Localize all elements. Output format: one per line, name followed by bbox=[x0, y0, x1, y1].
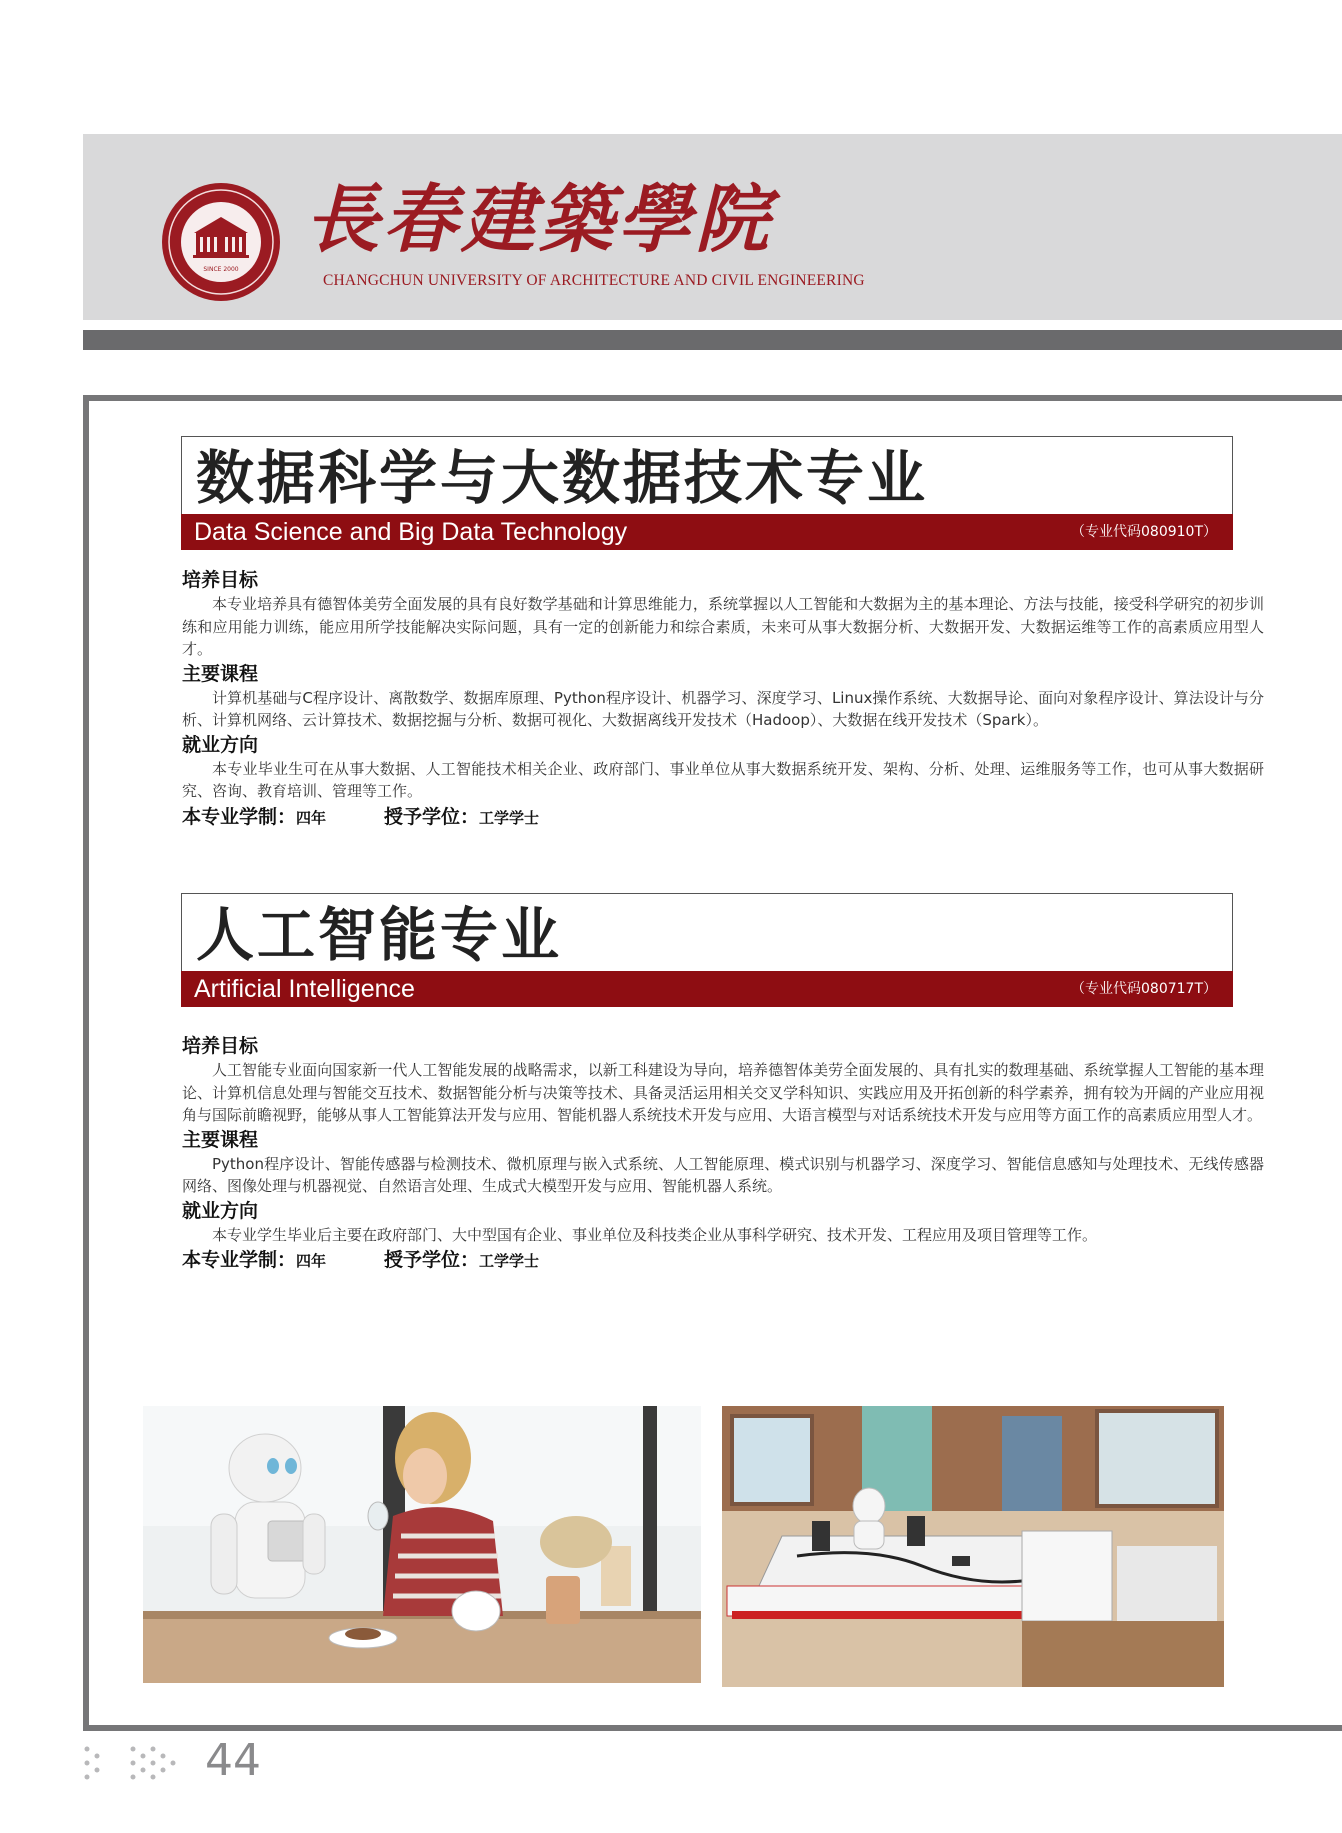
goal-text: 本专业培养具有德智体美劳全面发展的具有良好数学基础和计算思维能力，系统掌握以人工智能和大数据为主的基本理论、方法与技能，接受科学研究的初步训练和应用能力训练，能应用所学技能解决实际问题，具有一定的创新能力和综合素质，未来可从事大数据分析、大数据开发、大数据运维等工作的高素质应用型人才。 bbox=[182, 595, 1264, 658]
major-title-cn: 数据科学与大数据技术专业 bbox=[196, 444, 929, 512]
degree-label: 授予学位： bbox=[384, 805, 480, 828]
major-code: （专业代码080717T） bbox=[1071, 981, 1217, 997]
meta-line bbox=[182, 1246, 1264, 1275]
major-code: （专业代码080910T） bbox=[1071, 524, 1217, 540]
major-details bbox=[182, 1033, 1264, 1275]
page-number: 44 bbox=[205, 1735, 261, 1786]
major-title-ribbon bbox=[181, 514, 1233, 550]
duration-label: 本专业学制： bbox=[182, 805, 297, 828]
career-heading: 就业方向 bbox=[182, 733, 259, 756]
degree-label: 授予学位： bbox=[384, 1249, 480, 1271]
course-text: 计算机基础与C程序设计、离散数学、数据库原理、Python程序设计、机器学习、深度学习、Linux操作系统、大数据导论、面向对象程序设计、算法设计与分析、计算机网络、云计算技术、数据挖掘与分析、数据可视化、大数据离线开发技术（Hadoop）、大数据在线开发技术（Spark）。 bbox=[182, 688, 1264, 729]
major-title-en: Data Science and Big Data Technology bbox=[194, 518, 628, 546]
header-divider-bar bbox=[83, 330, 1342, 350]
career-text: 本专业学生毕业后主要在政府部门、大中型国有企业、事业单位及科技类企业从事科学研究、技术开发、工程应用及项目管理等工作。 bbox=[212, 1225, 1098, 1244]
major-details bbox=[182, 567, 1264, 832]
course-text: Python程序设计、智能传感器与检测技术、微机原理与嵌入式系统、人工智能原理、模式识别与机器学习、深度学习、智能信息感知与处理技术、无线传感器网络、图像处理与机器视觉、自然语言处理、生成式大模型开发与应用、智能机器人系统。 bbox=[182, 1154, 1264, 1195]
career-text: 本专业毕业生可在从事大数据、人工智能技术相关企业、政府部门、事业单位从事大数据系统开发、架构、分析、处理、运维服务等工作，也可从事大数据研究、咨询、教育培训、管理等工作。 bbox=[182, 759, 1264, 800]
seal-text: SINCE 2000 bbox=[203, 266, 239, 273]
meta-line bbox=[182, 803, 1264, 832]
duration-value: 四年 bbox=[296, 808, 327, 827]
career-heading: 就业方向 bbox=[182, 1199, 259, 1222]
major-title-box bbox=[181, 893, 1233, 1007]
robot-lab-photo bbox=[722, 1406, 1224, 1687]
school-name-cn: 長春建築學院 bbox=[305, 177, 773, 263]
degree-value: 工学学士 bbox=[479, 1252, 540, 1270]
major-title-en: Artificial Intelligence bbox=[194, 975, 415, 1003]
degree-value: 工学学士 bbox=[479, 808, 540, 827]
university-seal-icon bbox=[160, 181, 282, 303]
major-title-ribbon bbox=[181, 971, 1233, 1007]
decorative-dots-icon bbox=[83, 1743, 193, 1787]
school-name-en: CHANGCHUN UNIVERSITY OF ARCHITECTURE AND CIVIL ENGINEERING bbox=[323, 272, 865, 289]
course-heading: 主要课程 bbox=[182, 1128, 259, 1151]
duration-label: 本专业学制： bbox=[182, 1249, 297, 1271]
major-title-cn: 人工智能专业 bbox=[196, 901, 563, 969]
goal-heading: 培养目标 bbox=[182, 1035, 259, 1057]
goal-text: 人工智能专业面向国家新一代人工智能发展的战略需求，以新工科建设为导向，培养德智体美劳全面发展的、具有扎实的数理基础、系统掌握人工智能的基本理论、计算机信息处理与智能交互技术、数据智能分析与决策等技术、具备灵活运用相关交叉学科知识、实践应用及开拓创新的科学素养，拥有较为开阔的产业应用视角与国际前瞻视野，能够从事人工智能算法开发与应用、智能机器人系统技术开发与应用、大语言模型与对话系统技术开发与应用等方面工作的高素质应用型人才。 bbox=[182, 1061, 1264, 1124]
major-title-box bbox=[181, 436, 1233, 550]
duration-value: 四年 bbox=[296, 1252, 327, 1270]
course-heading: 主要课程 bbox=[182, 662, 259, 685]
goal-heading: 培养目标 bbox=[182, 569, 259, 591]
robot-cafe-photo bbox=[143, 1406, 701, 1683]
